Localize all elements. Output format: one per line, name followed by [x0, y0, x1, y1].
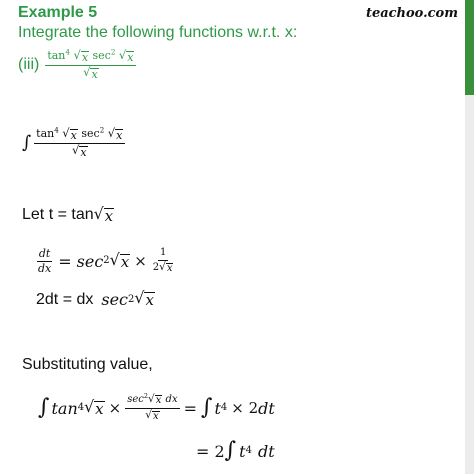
- integral-sign: ∫: [22, 132, 32, 153]
- integrand-fraction: $\tan^4$ √ x $\sec^2$ √ x √ x: [34, 128, 125, 159]
- scrollbar[interactable]: [465, 0, 474, 474]
- substituting-label: Substituting value,: [22, 356, 153, 373]
- part-label: (iii): [18, 56, 40, 74]
- let-statement: Let t = tan √ x: [22, 204, 114, 225]
- derivative-equation: $\frac{dt}{dx}$ = sec 2 √ x × 1 2 √ x: [36, 248, 175, 274]
- question-part: [18, 47, 136, 82]
- teachoo-logo: teachoo.com: [365, 6, 458, 21]
- question-text: [18, 24, 297, 42]
- substitution-fraction: $\sec^2$ √ x dx √ x: [127, 392, 178, 422]
- integral-expression: [22, 125, 125, 160]
- example-title: Example 5: [18, 4, 98, 21]
- one-over-two-root-x: 1 2 √ x: [152, 247, 173, 274]
- scrollbar-thumb[interactable]: [465, 0, 474, 95]
- final-equation: = 2 ∫ t 4 dt: [196, 438, 275, 463]
- question-fraction: $\tan^4$ √ x $\sec^2$ √ x √ x: [45, 50, 136, 81]
- dt-dx-fraction: $\frac{dt}{dx}$: [38, 247, 52, 275]
- question-subtitle: Integrate the following functions w.r.t. x:: [18, 24, 298, 41]
- substitution-equation: ∫ tan 4 √ x × $\sec^2$ √ x dx √ x = ∫ t 4 × 2 dt: [38, 392, 275, 422]
- differential-equation: 2dt = dx sec 2 √ x: [36, 288, 154, 310]
